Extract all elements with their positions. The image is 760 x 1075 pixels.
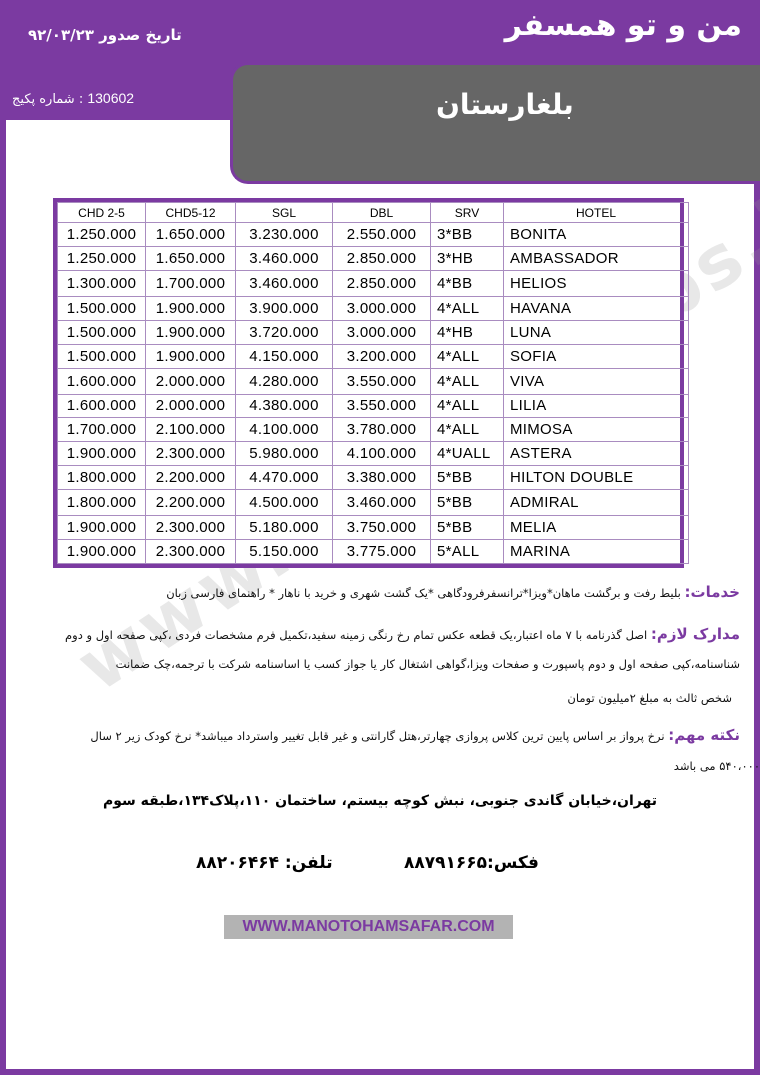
cell-chd2-5: 1.800.000 [58, 490, 146, 516]
table-row [58, 490, 689, 516]
cell-chd5-12: 1.650.000 [146, 246, 236, 270]
cell-chd2-5: 1.500.000 [58, 320, 146, 344]
cell-chd2-5: 1.300.000 [58, 270, 146, 296]
column-header-dbl: DBL [333, 203, 431, 223]
cell-chd5-12: 1.700.000 [146, 270, 236, 296]
cell-srv: 4*BB [431, 270, 504, 296]
important-line-2: ۵۴۰،۰۰۰ می باشد [673, 759, 760, 773]
office-address: تهران،خیابان گاندی جنوبی، نبش کوچه بیستم، ساختمان ۱۱۰،پلاک۱۳۴،طبقه سوم [102, 793, 658, 809]
issue-date: تاریخ صدور ۹۲/۰۳/۲۳ [28, 26, 182, 44]
cell-chd5-12: 1.650.000 [146, 223, 236, 247]
cell-dbl: 3.780.000 [333, 418, 431, 442]
cell-sgl: 3.720.000 [236, 320, 333, 344]
table-row [58, 223, 689, 247]
website-link[interactable]: WWW.MANOTOHAMSAFAR.COM [224, 915, 513, 939]
cell-dbl: 2.850.000 [333, 246, 431, 270]
cell-chd2-5: 1.600.000 [58, 394, 146, 418]
services-text: بلیط رفت و برگشت ماهان*ویزا*ترانسفرفرودگاهی *یک گشت شهری و خرید با ناهار * راهنمای فارسی زبان [166, 586, 681, 600]
cell-sgl: 5.980.000 [236, 442, 333, 466]
cell-chd5-12: 2.000.000 [146, 368, 236, 394]
cell-srv: 4*ALL [431, 394, 504, 418]
cell-hotel: HILTON DOUBLE [504, 466, 689, 490]
cell-dbl: 3.750.000 [333, 516, 431, 540]
cell-hotel: SOFIA [504, 344, 689, 368]
cell-chd5-12: 1.900.000 [146, 320, 236, 344]
table-row [58, 418, 689, 442]
cell-sgl: 4.380.000 [236, 394, 333, 418]
cell-dbl: 3.550.000 [333, 394, 431, 418]
documents-line-3: شخص ثالث به مبلغ ۲میلیون تومان [567, 691, 732, 705]
documents-line-2: شناسنامه،کپی صفحه اول و دوم پاسپورت و صفحات ویزا،گواهی اشتغال کار یا جواز کسب یا اساسنامه شرکت با ترجمه،چک ضمانت [115, 657, 740, 671]
column-header-chd2-5: CHD 2-5 [58, 203, 146, 223]
price-table [53, 198, 684, 568]
cell-hotel: MELIA [504, 516, 689, 540]
cell-chd2-5: 1.250.000 [58, 223, 146, 247]
cell-srv: 5*ALL [431, 540, 504, 564]
column-header-srv: SRV [431, 203, 504, 223]
cell-hotel: HAVANA [504, 296, 689, 320]
table-row [58, 246, 689, 270]
cell-chd5-12: 2.100.000 [146, 418, 236, 442]
cell-chd2-5: 1.700.000 [58, 418, 146, 442]
cell-chd2-5: 1.500.000 [58, 344, 146, 368]
cell-chd5-12: 1.900.000 [146, 296, 236, 320]
phone-number: تلفن: ۸۸۲۰۶۴۶۴ [196, 853, 333, 873]
cell-dbl: 3.775.000 [333, 540, 431, 564]
cell-srv: 5*BB [431, 466, 504, 490]
cell-sgl: 5.150.000 [236, 540, 333, 564]
cell-chd2-5: 1.900.000 [58, 442, 146, 466]
table-row [58, 442, 689, 466]
package-number [12, 90, 134, 107]
cell-srv: 4*ALL [431, 368, 504, 394]
cell-dbl: 3.550.000 [333, 368, 431, 394]
cell-chd2-5: 1.250.000 [58, 246, 146, 270]
cell-hotel: MIMOSA [504, 418, 689, 442]
services-label: خدمات: [684, 583, 740, 601]
cell-chd5-12: 2.300.000 [146, 516, 236, 540]
cell-sgl: 3.230.000 [236, 223, 333, 247]
column-header-hotel: HOTEL [504, 203, 689, 223]
cell-chd2-5: 1.600.000 [58, 368, 146, 394]
cell-sgl: 5.180.000 [236, 516, 333, 540]
title-box [230, 62, 760, 184]
column-header-sgl: SGL [236, 203, 333, 223]
cell-srv: 5*BB [431, 490, 504, 516]
cell-chd2-5: 1.900.000 [58, 540, 146, 564]
cell-dbl: 4.100.000 [333, 442, 431, 466]
cell-chd5-12: 2.000.000 [146, 394, 236, 418]
cell-hotel: BONITA [504, 223, 689, 247]
package-number-label: : شماره پکیج [12, 92, 84, 107]
table-row [58, 270, 689, 296]
table-row [58, 344, 689, 368]
cell-sgl: 3.460.000 [236, 246, 333, 270]
cell-hotel: VIVA [504, 368, 689, 394]
cell-chd5-12: 1.900.000 [146, 344, 236, 368]
cell-dbl: 3.000.000 [333, 320, 431, 344]
cell-hotel: ASTERA [504, 442, 689, 466]
package-number-value: 130602 [87, 90, 135, 106]
table-row [58, 394, 689, 418]
table-row [58, 540, 689, 564]
cell-chd5-12: 2.300.000 [146, 442, 236, 466]
documents-line-1: اصل گذرنامه با ۷ ماه اعتبار،یک قطعه عکس تمام رخ رنگی زمینه سفید،تکمیل فرم مشخصات فردی ،کپی صفحه اول و دوم [65, 628, 648, 642]
important-line-2-wrap [260, 760, 760, 774]
cell-chd5-12: 2.300.000 [146, 540, 236, 564]
cell-hotel: LILIA [504, 394, 689, 418]
cell-srv: 4*ALL [431, 418, 504, 442]
cell-chd2-5: 1.500.000 [58, 296, 146, 320]
cell-dbl: 3.460.000 [333, 490, 431, 516]
cell-srv: 4*UALL [431, 442, 504, 466]
cell-srv: 3*BB [431, 223, 504, 247]
cell-srv: 4*ALL [431, 344, 504, 368]
cell-hotel: HELIOS [504, 270, 689, 296]
brand-name: من و تو همسفر [504, 8, 742, 43]
services-line [14, 583, 740, 601]
cell-dbl: 2.850.000 [333, 270, 431, 296]
documents-line-3-wrap [14, 692, 740, 706]
table-row [58, 466, 689, 490]
cell-hotel: ADMIRAL [504, 490, 689, 516]
important-label: نکته مهم: [668, 726, 740, 744]
cell-srv: 4*ALL [431, 296, 504, 320]
cell-dbl: 3.200.000 [333, 344, 431, 368]
cell-srv: 3*HB [431, 246, 504, 270]
cell-sgl: 4.500.000 [236, 490, 333, 516]
cell-hotel: MARINA [504, 540, 689, 564]
cell-sgl: 3.460.000 [236, 270, 333, 296]
table-header-row [58, 203, 689, 223]
cell-sgl: 3.900.000 [236, 296, 333, 320]
cell-sgl: 4.100.000 [236, 418, 333, 442]
cell-sgl: 4.470.000 [236, 466, 333, 490]
important-line-1: نرخ پرواز بر اساس پایین ترین کلاس پروازی چهارتر،هتل گارانتی و غیر قابل تغییر واسترداد میباشد* نرخ کودک زیر ۲ سال [90, 729, 665, 743]
column-header-chd5-12: CHD5-12 [146, 203, 236, 223]
cell-chd5-12: 2.200.000 [146, 490, 236, 516]
table-row [58, 296, 689, 320]
cell-dbl: 3.380.000 [333, 466, 431, 490]
fax-number: فکس:۸۸۷۹۱۶۶۵ [404, 853, 539, 873]
cell-dbl: 2.550.000 [333, 223, 431, 247]
table-row [58, 516, 689, 540]
cell-hotel: LUNA [504, 320, 689, 344]
destination-title: بلغارستان [436, 88, 574, 121]
table-row [58, 368, 689, 394]
documents-section [14, 625, 740, 643]
cell-srv: 4*HB [431, 320, 504, 344]
important-section [14, 726, 740, 744]
documents-label: مدارک لازم: [650, 625, 740, 643]
cell-chd5-12: 2.200.000 [146, 466, 236, 490]
cell-chd2-5: 1.800.000 [58, 466, 146, 490]
documents-line-2-wrap [14, 658, 740, 672]
cell-chd2-5: 1.900.000 [58, 516, 146, 540]
cell-hotel: AMBASSADOR [504, 246, 689, 270]
cell-sgl: 4.280.000 [236, 368, 333, 394]
cell-dbl: 3.000.000 [333, 296, 431, 320]
table-row [58, 320, 689, 344]
cell-srv: 5*BB [431, 516, 504, 540]
cell-sgl: 4.150.000 [236, 344, 333, 368]
